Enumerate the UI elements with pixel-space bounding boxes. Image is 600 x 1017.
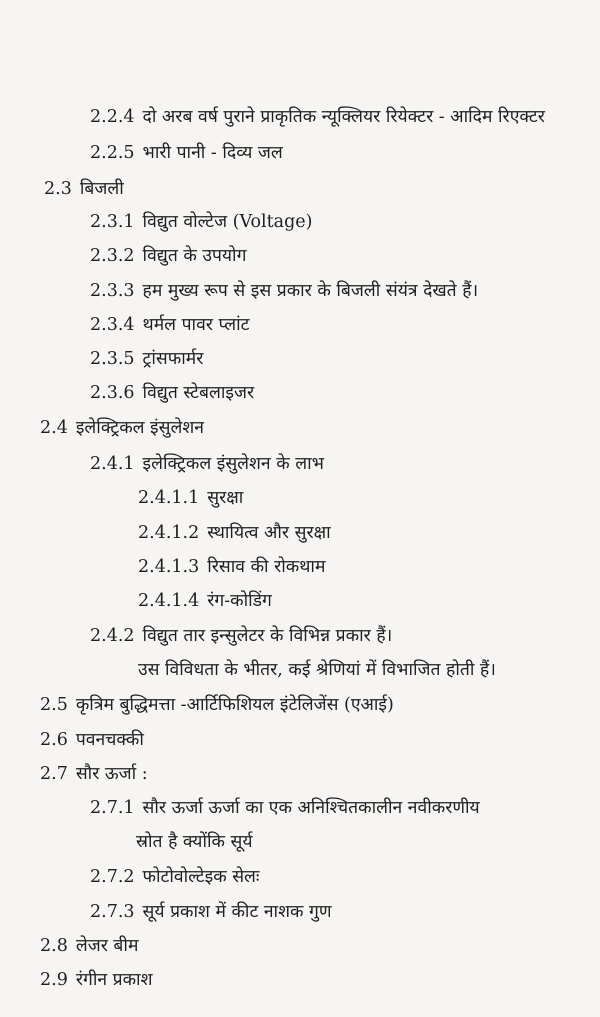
entry-number: 2.4.1.4 xyxy=(138,591,200,611)
entry-number: 2.9 xyxy=(40,970,68,990)
entry-title: ट्रांसफार्मर xyxy=(142,349,204,369)
toc-entry-2-7-1 xyxy=(90,797,480,821)
toc-entry-2-7 xyxy=(40,763,148,787)
entry-number: 2.7.3 xyxy=(90,902,135,922)
entry-number: 2.8 xyxy=(40,936,68,956)
entry-number: 2.4.1.1 xyxy=(138,488,200,508)
entry-title: दो अरब वर्ष पुराने प्राकृतिक न्यूक्लियर रियेक्टर - आदिम रिएक्टर xyxy=(142,107,545,127)
toc-entry-2-8 xyxy=(40,935,138,959)
toc-entry-2-2-5 xyxy=(90,142,283,166)
entry-number: 2.3.1 xyxy=(90,212,135,232)
toc-entry-2-3-4 xyxy=(90,314,249,338)
toc-entry-2-4-1 xyxy=(90,453,324,477)
entry-number: 2.7.1 xyxy=(90,798,135,818)
toc-entry-2-3 xyxy=(44,178,124,202)
entry-title: स्रोत है क्योंकि सूर्य xyxy=(136,832,253,852)
entry-number: 2.4.1 xyxy=(90,454,135,474)
entry-number: 2.3 xyxy=(44,179,72,199)
entry-number: 2.2.4 xyxy=(90,107,135,127)
toc-entry-2-4-1-2 xyxy=(138,522,331,546)
toc-entry-2-7-2 xyxy=(90,866,259,890)
toc-entry-2-7-3 xyxy=(90,901,332,925)
entry-number: 2.3.4 xyxy=(90,315,135,335)
entry-title: सौर ऊर्जा : xyxy=(75,764,148,784)
toc-entry-continuation xyxy=(138,659,496,683)
entry-title: सूर्य प्रकाश में कीट नाशक गुण xyxy=(142,902,332,922)
toc-entry-2-4-1-1 xyxy=(138,487,243,511)
entry-number: 2.3.6 xyxy=(90,383,135,403)
toc-entry-2-9 xyxy=(40,969,153,993)
toc-entry-2-3-6 xyxy=(90,382,254,406)
entry-number: 2.3.5 xyxy=(90,349,135,369)
entry-title: स्थायित्व और सुरक्षा xyxy=(207,523,331,543)
entry-title: रिसाव की रोकथाम xyxy=(207,557,326,577)
entry-title: बिजली xyxy=(79,179,124,199)
entry-title: थर्मल पावर प्लांट xyxy=(142,315,250,335)
entry-title: उस विविधता के भीतर, कई श्रेणियां में विभाजित होती हैं। xyxy=(138,660,496,680)
entry-title: रंग-कोडिंग xyxy=(207,591,272,611)
entry-number: 2.7.2 xyxy=(90,867,135,887)
entry-number: 2.4.1.2 xyxy=(138,523,200,543)
toc-entry-2-4 xyxy=(40,417,204,441)
toc-entry-2-6 xyxy=(40,729,144,753)
toc-entry-2-4-2 xyxy=(90,625,392,649)
toc-entry-continuation xyxy=(136,831,253,855)
toc-entry-2-4-1-3 xyxy=(138,556,325,580)
entry-number: 2.3.2 xyxy=(90,246,135,266)
toc-entry-2-3-3 xyxy=(90,280,478,304)
toc-entry-2-3-1 xyxy=(90,211,312,235)
entry-title: इलेक्ट्रिकल इंसुलेशन के लाभ xyxy=(142,454,324,474)
entry-title: सुरक्षा xyxy=(207,488,244,508)
toc-entry-2-2-4 xyxy=(90,106,545,130)
entry-title: विद्युत के उपयोग xyxy=(142,246,247,266)
entry-number: 2.5 xyxy=(40,695,68,715)
toc-entry-2-3-2 xyxy=(90,245,246,269)
entry-title: फोटोवोल्टेइक सेलः xyxy=(142,867,260,887)
entry-number: 2.2.5 xyxy=(90,143,135,163)
entry-title: इलेक्ट्रिकल इंसुलेशन xyxy=(75,418,204,438)
entry-title: पवनचक्की xyxy=(75,730,144,750)
entry-title: भारी पानी - दिव्य जल xyxy=(142,143,283,163)
entry-number: 2.4.1.3 xyxy=(138,557,200,577)
entry-number: 2.6 xyxy=(40,730,68,750)
entry-title: सौर ऊर्जा ऊर्जा का एक अनिश्चितकालीन नवीकरणीय xyxy=(142,798,480,818)
entry-number: 2.4 xyxy=(40,418,68,438)
entry-title: विद्युत तार इन्सुलेटर के विभिन्न प्रकार हैं। xyxy=(142,626,393,646)
entry-title: हम मुख्य रूप से इस प्रकार के बिजली संयंत्र देखते हैं। xyxy=(142,281,479,301)
entry-number: 2.3.3 xyxy=(90,281,135,301)
entry-title: लेजर बीम xyxy=(75,936,139,956)
entry-title: रंगीन प्रकाश xyxy=(75,970,153,990)
toc-entry-2-4-1-4 xyxy=(138,590,272,614)
toc-entry-2-5 xyxy=(40,694,394,718)
entry-title: विद्युत स्टेबलाइजर xyxy=(142,383,255,403)
entry-number: 2.4.2 xyxy=(90,626,135,646)
entry-number: 2.7 xyxy=(40,764,68,784)
toc-entry-2-3-5 xyxy=(90,348,203,372)
entry-title: विद्युत वोल्टेज (Voltage) xyxy=(142,212,313,232)
entry-title: कृत्रिम बुद्धिमत्ता -आर्टिफिशियल इंटेलिजेंस (एआई) xyxy=(75,695,394,715)
